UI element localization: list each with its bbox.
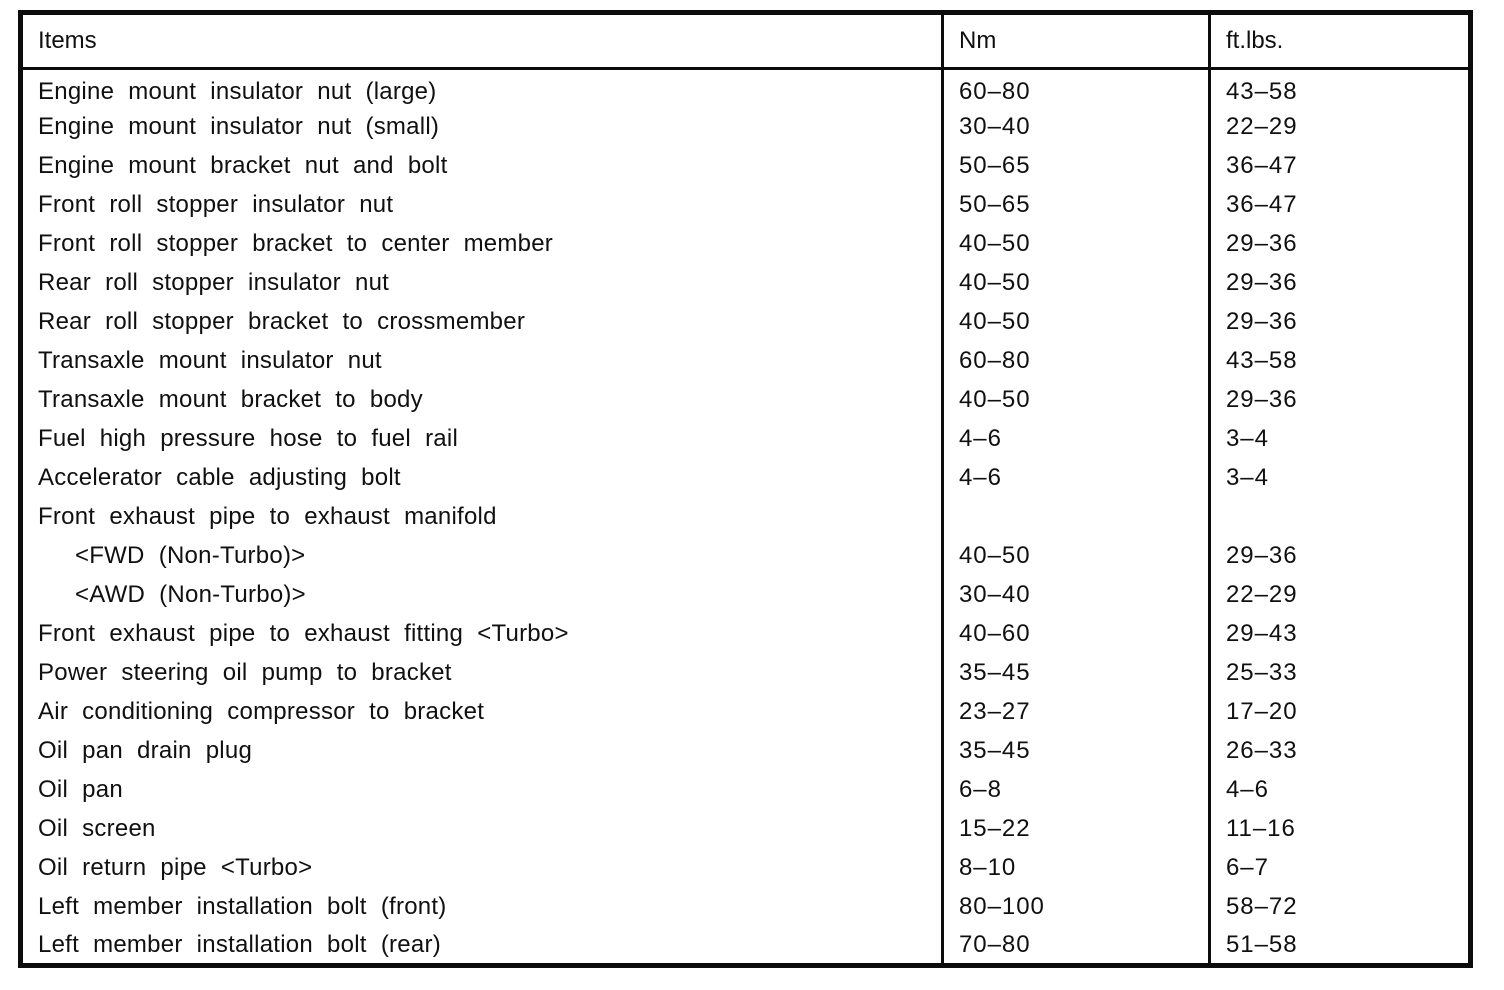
ftlbs-value-cell: 36–47 [1210,147,1471,186]
ftlbs-value-cell [1210,498,1471,537]
nm-value-cell: 60–80 [943,342,1210,381]
item-cell: Rear roll stopper insulator nut [38,269,390,296]
nm-value-cell: 8–10 [943,849,1210,888]
item-cell: <FWD (Non-Turbo)> [75,542,306,569]
nm-value-cell: 4–6 [943,459,1210,498]
item-cell: Oil return pipe <Turbo> [38,854,313,881]
table-row [21,810,1471,849]
ftlbs-value-cell: 25–33 [1210,654,1471,693]
table-row [21,108,1471,147]
item-cell: Power steering oil pump to bracket [38,659,452,686]
table-row [21,576,1471,615]
ftlbs-value-cell: 22–29 [1210,108,1471,147]
table-row [21,303,1471,342]
table-row [21,264,1471,303]
table-row [21,537,1471,576]
nm-value-cell: 40–50 [943,537,1210,576]
item-cell: Left member installation bolt (rear) [38,930,441,958]
table-row [21,654,1471,693]
ftlbs-value-cell: 29–36 [1210,303,1471,342]
table-row [21,888,1471,927]
nm-value-cell [943,498,1210,537]
item-cell: Left member installation bolt (front) [38,893,447,920]
column-header-ftlbs: ft.lbs. [1210,13,1471,69]
item-cell: Oil pan drain plug [38,737,253,764]
item-cell: Front exhaust pipe to exhaust manifold [38,503,497,530]
ftlbs-value-cell: 29–36 [1210,537,1471,576]
nm-value-cell: 40–60 [943,615,1210,654]
column-header-nm: Nm [943,13,1210,69]
item-cell: Engine mount insulator nut (large) [38,77,437,105]
item-cell: Air conditioning compressor to bracket [38,698,485,725]
item-cell: Oil pan [38,776,123,803]
column-header-items: Items [21,13,943,69]
ftlbs-value-cell: 29–36 [1210,381,1471,420]
ftlbs-value-cell: 29–36 [1210,225,1471,264]
nm-value-cell: 80–100 [943,888,1210,927]
nm-value-cell: 50–65 [943,186,1210,225]
ftlbs-value-cell: 17–20 [1210,693,1471,732]
ftlbs-value-cell: 51–58 [1210,927,1471,966]
ftlbs-value-cell: 22–29 [1210,576,1471,615]
table-row [21,849,1471,888]
table-row [21,732,1471,771]
nm-value-cell: 30–40 [943,108,1210,147]
table-row [21,147,1471,186]
nm-value-cell: 40–50 [943,225,1210,264]
nm-value-cell: 60–80 [943,69,1210,108]
item-cell: Front roll stopper bracket to center member [38,230,554,257]
torque-spec-table [18,10,1473,968]
item-cell: Engine mount insulator nut (small) [38,113,440,140]
table-row [21,927,1471,966]
item-cell: Fuel high pressure hose to fuel rail [38,425,459,452]
nm-value-cell: 4–6 [943,420,1210,459]
item-cell: Engine mount bracket nut and bolt [38,152,448,179]
table-row [21,225,1471,264]
table-row [21,420,1471,459]
item-cell: Oil screen [38,815,156,842]
table-row [21,459,1471,498]
ftlbs-value-cell: 58–72 [1210,888,1471,927]
table-row [21,186,1471,225]
table-body [21,69,1471,966]
nm-value-cell: 40–50 [943,264,1210,303]
ftlbs-value-cell: 6–7 [1210,849,1471,888]
item-cell: Front exhaust pipe to exhaust fitting <Turbo> [38,620,569,647]
nm-value-cell: 50–65 [943,147,1210,186]
nm-value-cell: 6–8 [943,771,1210,810]
item-cell: Rear roll stopper bracket to crossmember [38,308,526,335]
table-row [21,342,1471,381]
ftlbs-value-cell: 4–6 [1210,771,1471,810]
nm-value-cell: 23–27 [943,693,1210,732]
table-row [21,498,1471,537]
ftlbs-value-cell: 29–43 [1210,615,1471,654]
nm-value-cell: 35–45 [943,654,1210,693]
ftlbs-value-cell: 11–16 [1210,810,1471,849]
nm-value-cell: 40–50 [943,381,1210,420]
nm-value-cell: 70–80 [943,927,1210,966]
table-row [21,381,1471,420]
table-row [21,69,1471,108]
item-cell: Accelerator cable adjusting bolt [38,464,401,491]
nm-value-cell: 35–45 [943,732,1210,771]
nm-value-cell: 40–50 [943,303,1210,342]
nm-value-cell: 15–22 [943,810,1210,849]
table-row [21,693,1471,732]
item-cell: Transaxle mount insulator nut [38,347,382,374]
ftlbs-value-cell: 36–47 [1210,186,1471,225]
nm-value-cell: 30–40 [943,576,1210,615]
item-cell: <AWD (Non-Turbo)> [75,581,306,608]
table-row [21,771,1471,810]
ftlbs-value-cell: 29–36 [1210,264,1471,303]
table-header-row [21,13,1471,69]
ftlbs-value-cell: 43–58 [1210,69,1471,108]
ftlbs-value-cell: 26–33 [1210,732,1471,771]
item-cell: Front roll stopper insulator nut [38,191,394,218]
table-row [21,615,1471,654]
ftlbs-value-cell: 3–4 [1210,420,1471,459]
ftlbs-value-cell: 43–58 [1210,342,1471,381]
ftlbs-value-cell: 3–4 [1210,459,1471,498]
item-cell: Transaxle mount bracket to body [38,386,423,413]
